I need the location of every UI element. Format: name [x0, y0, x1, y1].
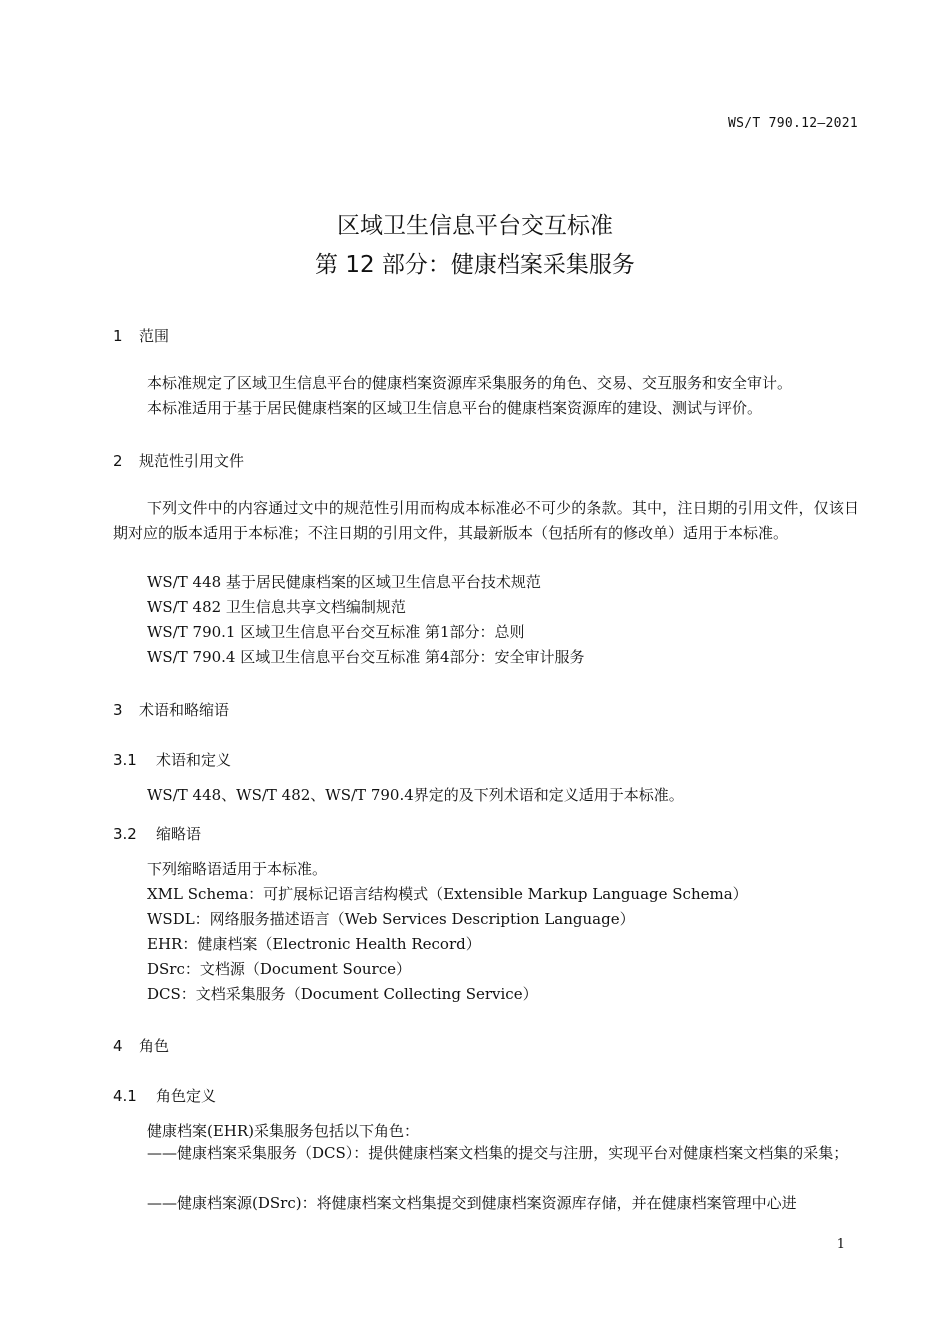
section-title: 角色 — [139, 1037, 170, 1055]
role-list-item: ——健康档案采集服务（DCS）：提供健康档案文档集的提交与注册，实现平台对健康档案文档集的采集； — [147, 1144, 849, 1162]
paragraph: 本标准适用于基于居民健康档案的区域卫生信息平台的健康档案资源库的建设、测试与评价。 — [147, 399, 763, 417]
abbreviation-item: DSrc：文档源（Document Source） — [147, 960, 411, 978]
paragraph: 下列文件中的内容通过文中的规范性引用而构成本标准必不可少的条款。其中，注日期的引用文件，仅该日期对应的版本适用于本标准；不注日期的引用文件，其最新版本（包括所有的修改单）适用于本标准。 — [113, 499, 859, 542]
section-number: 3 — [113, 701, 123, 719]
reference-item: WS/T 448 基于居民健康档案的区域卫生信息平台技术规范 — [147, 573, 541, 591]
section-title: 范围 — [139, 327, 170, 345]
section-number: 3.1 — [113, 751, 137, 769]
section-number: 4 — [113, 1037, 123, 1055]
reference-item: WS/T 790.4 区域卫生信息平台交互标准 第4部分：安全审计服务 — [147, 648, 585, 666]
section-title: 术语和定义 — [156, 751, 232, 769]
reference-item: WS/T 790.1 区域卫生信息平台交互标准 第1部分：总则 — [147, 623, 525, 641]
subsection-heading-4-1 — [113, 1085, 216, 1106]
document-subtitle: 第 12 部分：健康档案采集服务 — [315, 252, 635, 278]
document-code: WS/T 790.12—2021 — [727, 116, 858, 131]
section-title: 规范性引用文件 — [139, 452, 245, 470]
section-title: 角色定义 — [156, 1087, 217, 1105]
section-number: 2 — [113, 452, 123, 470]
abbreviation-item: XML Schema：可扩展标记语言结构模式（Extensible Markup Language Schema） — [147, 885, 748, 903]
page-number: 1 — [836, 1237, 845, 1252]
section-number: 3.2 — [113, 825, 137, 843]
abbreviation-item: DCS：文档采集服务（Document Collecting Service） — [147, 985, 538, 1003]
subsection-heading-3-1 — [113, 749, 231, 770]
subsection-heading-3-2 — [113, 823, 201, 844]
section-title: 术语和略缩语 — [139, 701, 230, 719]
section-number: 4.1 — [113, 1087, 137, 1105]
abbreviation-item: EHR：健康档案（Electronic Health Record） — [147, 935, 481, 953]
section-number: 1 — [113, 327, 123, 345]
abbreviation-item: WSDL：网络服务描述语言（Web Services Description Language） — [147, 910, 635, 928]
paragraph: 下列缩略语适用于本标准。 — [147, 860, 328, 878]
section-heading-4 — [113, 1035, 169, 1056]
document-title: 区域卫生信息平台交互标准 — [337, 213, 613, 239]
section-heading-1 — [113, 325, 169, 346]
reference-item: WS/T 482 卫生信息共享文档编制规范 — [147, 598, 406, 616]
paragraph: WS/T 448、WS/T 482、WS/T 790.4界定的及下列术语和定义适用于本标准。 — [147, 786, 684, 804]
section-title: 缩略语 — [156, 825, 202, 843]
section-heading-3 — [113, 699, 229, 720]
section-heading-2 — [113, 450, 244, 471]
paragraph: 健康档案(EHR)采集服务包括以下角色： — [147, 1122, 420, 1140]
paragraph: 本标准规定了区域卫生信息平台的健康档案资源库采集服务的角色、交易、交互服务和安全审计。 — [147, 374, 793, 392]
role-list-item: ——健康档案源(DSrc)：将健康档案文档集提交到健康档案资源库存储，并在健康档案管理中心进 — [147, 1194, 797, 1212]
